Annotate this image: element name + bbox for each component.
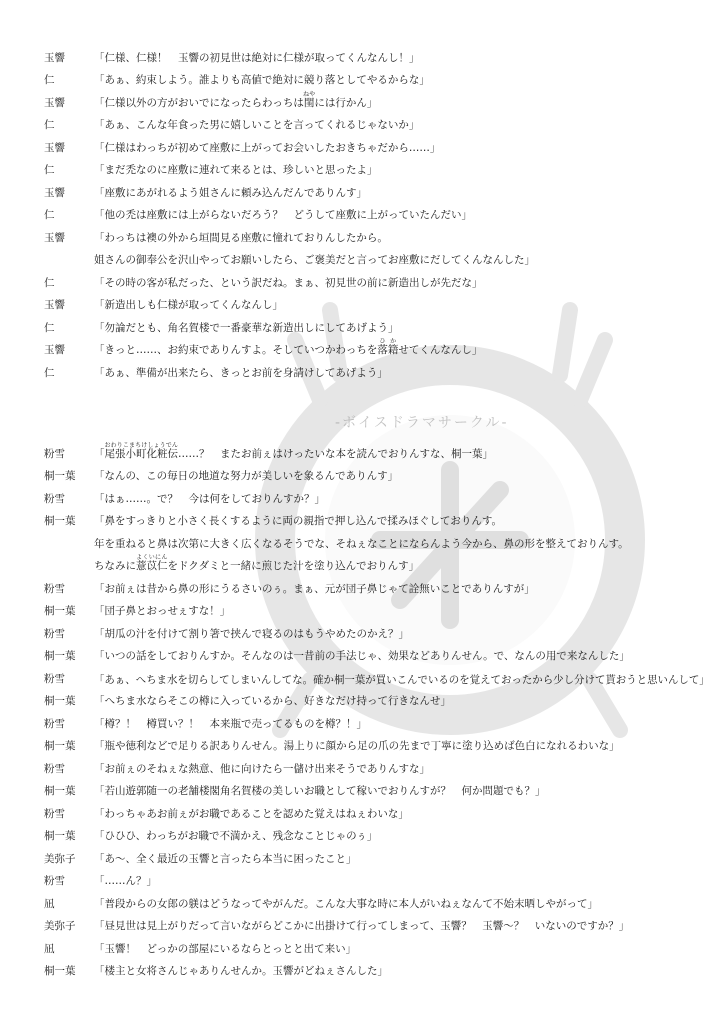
ruby-reading: おわりこまちけしょうでん (104, 441, 178, 449)
line-text (94, 365, 388, 380)
speaker-name: 粉雪 (44, 627, 65, 640)
line-text (94, 442, 493, 461)
dialogue-line (44, 200, 535, 223)
text-segment: 「あぁ、約束しよう。誰よりも高値で絶対に競り落としてやるからな」 (94, 74, 430, 86)
speaker-name: 粉雪 (44, 447, 65, 460)
line-text (94, 716, 367, 731)
line-text (94, 468, 398, 483)
text-segment: 「座敷にあがれるよう姐さんに頼み込んだんでありんす」 (94, 186, 367, 199)
line-text (94, 230, 388, 245)
text-segment: 「樽？！ 樽買い？！ 本来瓶で売ってるものを樽？！」 (94, 717, 367, 730)
speaker-name: 玉響 (44, 186, 65, 199)
line-text (94, 693, 451, 708)
text-segment: 「……ん？」 (94, 875, 157, 887)
speaker-name: 仁 (44, 321, 55, 334)
ruby-word (303, 90, 316, 109)
ruby-word (136, 554, 168, 572)
line-text (94, 873, 157, 888)
dialogue-line (44, 821, 710, 844)
text-segment: 「ひひひ、わっちがお職で不満かえ、残念なことじゃのぅ」 (94, 830, 378, 842)
dialogue-line (44, 798, 710, 821)
dialogue-line (44, 708, 710, 731)
line-text (94, 162, 378, 177)
line-text (94, 671, 710, 686)
line-text (94, 761, 430, 776)
text-segment: 「なんの、この毎日の地道な努力が美しいを象るんでありんす」 (94, 470, 399, 482)
line-text (94, 626, 409, 641)
watermark-text: -ボイスドラマサークル- (335, 415, 509, 431)
ruby-base: 薏苡仁 (136, 560, 168, 572)
dialogue-line (44, 888, 710, 911)
line-text (94, 50, 420, 65)
speaker-name: 仁 (44, 366, 55, 379)
speaker-name: 粉雪 (44, 582, 65, 595)
speaker-name: 桐一葉 (44, 470, 76, 482)
text-segment: 「お前ぇは昔から鼻の形にうるさいのぅ。まぁ、元が団子鼻じゃて詮無いことでありんすが」 (94, 582, 535, 595)
speaker-name: 桐一葉 (44, 965, 76, 977)
text-segment: 「仁様、仁様！ 玉響の初見世は絶対に仁様が取ってくんなんし！」 (94, 51, 420, 64)
text-segment: 「まだ禿なのに座敷に連れて来るとは、珍しいと思ったよ」 (94, 164, 378, 176)
text-segment: 年を重ねると鼻は次第に大きく広くなるそうでな、そねぇなことにならんよう今から、鼻の形を整えておりんす。 (94, 537, 629, 550)
speaker-name: 美弥子 (44, 920, 76, 932)
dialogue-line (44, 177, 535, 200)
dialogue-line (44, 110, 535, 133)
dialogue-line (44, 731, 710, 754)
dialogue-line (44, 438, 710, 461)
line-text (94, 536, 629, 551)
text-segment: ちなみに (94, 560, 136, 572)
text-segment: 「楼主と女将さんじゃありんせんか。玉響がどねぇさんした」 (94, 965, 388, 977)
ruby-reading: ねや (303, 90, 316, 98)
line-text (94, 783, 546, 798)
text-segment: 「瓶や徳利などで足りる訳ありんせん。湯上りに顔から足の爪の先まで丁寧に塗り込めば色白になれるわいな」 (94, 740, 620, 752)
text-segment: 「昼見世は見上がりだって言いながらどこかに出掛けて行ってしまって、玉響？ 玉響〜？ いないのですか？」 (94, 920, 630, 932)
dialogue-line (44, 132, 535, 155)
dialogue-section-1 (44, 42, 535, 380)
dialogue-line (44, 753, 710, 776)
text-segment: せてくんなんし」 (398, 344, 483, 356)
dialogue-line (44, 312, 535, 335)
speaker-name: 粉雪 (44, 672, 65, 685)
speaker-name: 凪 (44, 942, 55, 955)
line-text (94, 941, 356, 956)
speaker-name: 粉雪 (44, 492, 65, 505)
text-segment: 「あ〜、全く最近の玉響と言ったら本当に困ったこと」 (94, 852, 357, 865)
speaker-name: 玉響 (44, 51, 65, 64)
dialogue-line (44, 245, 535, 268)
text-segment: 「お前ぇのそねぇな熱意、他に向けたら一儲け出来そうでありんすな」 (94, 762, 430, 775)
speaker-name: 桐一葉 (44, 785, 76, 797)
dialogue-line (44, 686, 710, 709)
text-segment: 姐さんの御奉公を沢山やってお願いしたら、ご褒美だと言ってお座敷にだしてくんなんした」 (94, 254, 535, 266)
dialogue-line (44, 357, 535, 380)
text-segment: 「勿論だとも、角名賀楼で一番豪華な新造出しにしてあげよう」 (94, 321, 399, 334)
text-segment: 「はぁ……。で？ 今は何をしておりんすか？」 (94, 492, 325, 505)
dialogue-line (44, 573, 710, 596)
line-text (94, 581, 535, 596)
line-text (94, 896, 598, 911)
speaker-name: 桐一葉 (44, 695, 76, 707)
speaker-name: 仁 (44, 119, 55, 131)
dialogue-line (44, 843, 710, 866)
text-segment: 「あぁ、こんな年食った男に嬉しいことを言ってくれるじゃないか」 (94, 119, 420, 131)
line-text (94, 320, 399, 335)
dialogue-line (44, 335, 535, 358)
speaker-name: 桐一葉 (44, 515, 76, 527)
line-text (94, 963, 388, 978)
dialogue-line (44, 956, 710, 979)
dialogue-line (44, 663, 710, 686)
line-text (94, 117, 419, 132)
text-segment: 「他の禿は座敷には上がらないだろう？ どうして座敷に上がっていたんだい」 (94, 209, 472, 221)
speaker-name: 桐一葉 (44, 605, 76, 617)
speaker-name: 桐一葉 (44, 650, 76, 662)
dialogue-line (44, 483, 710, 506)
dialogue-line (44, 776, 710, 799)
dialogue-line (44, 290, 535, 313)
speaker-name: 桐一葉 (44, 830, 76, 842)
dialogue-line (44, 506, 710, 529)
speaker-name: 粉雪 (44, 807, 65, 820)
text-segment: 「鼻をすっきりと小さく長くするように両の親指で押し込んで揉みほぐしておりんす。 (94, 515, 503, 527)
ruby-word (104, 441, 179, 460)
line-text (94, 140, 440, 155)
speaker-name: 粉雪 (44, 875, 65, 887)
line-text (94, 207, 472, 222)
text-segment: 「あぁ、へちま水を切らしてしまいんしてな。確か桐一葉が買いこんでいるのを覚えておったから少し分けて貰おうと思いんして」 (94, 673, 710, 686)
ruby-reading: よくいにん (136, 554, 168, 561)
line-text (94, 806, 409, 821)
speaker-name: 仁 (44, 164, 55, 176)
ruby-word (377, 338, 399, 356)
ruby-base: 閨 (303, 96, 316, 109)
text-segment: をドクダミと一緒に煎じた汁を塗り込んでおりんす」 (167, 560, 420, 572)
line-text (94, 297, 283, 312)
speaker-name: 粉雪 (44, 762, 65, 775)
text-segment: 「胡瓜の汁を付けて割り箸で挟んで寝るのはもうやめたのかえ？」 (94, 627, 409, 640)
line-text (94, 738, 620, 753)
text-segment: 「 (94, 447, 105, 460)
speaker-name: 玉響 (44, 141, 65, 154)
dialogue-line (44, 65, 535, 88)
text-segment: 「わっちゃあお前ぇがお職であることを認めた覚えはねぇわいな」 (94, 807, 409, 820)
speaker-name: 玉響 (44, 96, 65, 109)
dialogue-line (44, 866, 710, 889)
line-text (94, 338, 482, 357)
speaker-name: 仁 (44, 209, 55, 221)
text-segment: 「普段からの女郎の躾はどうなってやがんだ。こんな大事な時に本人がいねぇなんて不始末晒しやがって」 (94, 897, 598, 910)
dialogue-line (44, 222, 535, 245)
line-text (94, 648, 630, 663)
line-text (94, 603, 230, 618)
text-segment: 「玉響！ どっかの部屋にいるならとっとと出て来い」 (94, 942, 357, 955)
line-text (94, 185, 367, 200)
text-segment: には行かん」 (314, 96, 378, 109)
dialogue-line (44, 87, 535, 110)
speaker-name: 仁 (44, 74, 55, 86)
line-text (94, 275, 483, 290)
line-text (94, 554, 419, 573)
dialogue-line (44, 551, 710, 574)
text-segment: 「わっちは襖の外から垣間見る座敷に憧れておりんしたから。 (94, 231, 388, 244)
line-text (94, 513, 502, 528)
dialogue-section-2 (44, 438, 710, 978)
ruby-reading: ひか (377, 338, 399, 345)
line-text (94, 851, 357, 866)
dialogue-line (44, 911, 710, 934)
line-text (94, 252, 535, 267)
line-text (94, 918, 629, 933)
line-text (94, 72, 430, 87)
line-text (94, 828, 377, 843)
text-segment: 「その時の客が私だった、という訳だね。まぁ、初見世の前に新造出しが先だな」 (94, 276, 483, 289)
speaker-name: 玉響 (44, 231, 65, 244)
dialogue-line (44, 618, 710, 641)
speaker-name: 凪 (44, 897, 55, 910)
speaker-name: 玉響 (44, 344, 65, 356)
text-segment: 「いつの話をしておりんすか。そんなのは一昔前の手法じゃ、効果などありんせん。で、なんの用で来なんした」 (94, 650, 630, 662)
speaker-name: 仁 (44, 276, 55, 289)
dialogue-line (44, 461, 710, 484)
text-segment: 「きっと……、お約束でありんすよ。そしていつかわっちを (94, 344, 378, 356)
ruby-base: 尾張小町化粧伝 (104, 447, 178, 460)
dialogue-line (44, 641, 710, 664)
text-segment: 「新造出しも仁様が取ってくんなんし」 (94, 299, 283, 311)
dialogue-line (44, 155, 535, 178)
text-segment: 「団子鼻とおっせぇすな！」 (94, 605, 231, 617)
line-text (94, 491, 325, 506)
dialogue-line (44, 267, 535, 290)
text-segment: ……？ またお前ぇはけったいな本を読んでおりんすな、桐一葉」 (178, 447, 493, 460)
text-segment: 「若山遊郭随一の老舗楼閣角名賀楼の美しいお職として稼いでおりんすが？ 何か問題でも？」 (94, 785, 546, 797)
text-segment: 「へちま水ならそこの樽に入っているから、好きなだけ持って行きなんせ」 (94, 695, 451, 707)
ruby-base: 落籍 (377, 344, 399, 356)
dialogue-line (44, 528, 710, 551)
dialogue-line (44, 596, 710, 619)
speaker-name: 粉雪 (44, 717, 65, 730)
speaker-name: 玉響 (44, 299, 65, 311)
dialogue-line (44, 42, 535, 65)
dialogue-line (44, 933, 710, 956)
speaker-name: 桐一葉 (44, 740, 76, 752)
line-text (94, 91, 377, 110)
text-segment: 「仁様はわっちが初めて座敷に上がってお会いしたおきちゃだから……」 (94, 141, 441, 154)
text-segment: 「仁様以外の方がおいでになったらわっちは (94, 96, 304, 109)
text-segment: 「あぁ、準備が出来たら、きっとお前を身請けしてあげよう」 (94, 366, 388, 379)
speaker-name: 美弥子 (44, 852, 76, 865)
